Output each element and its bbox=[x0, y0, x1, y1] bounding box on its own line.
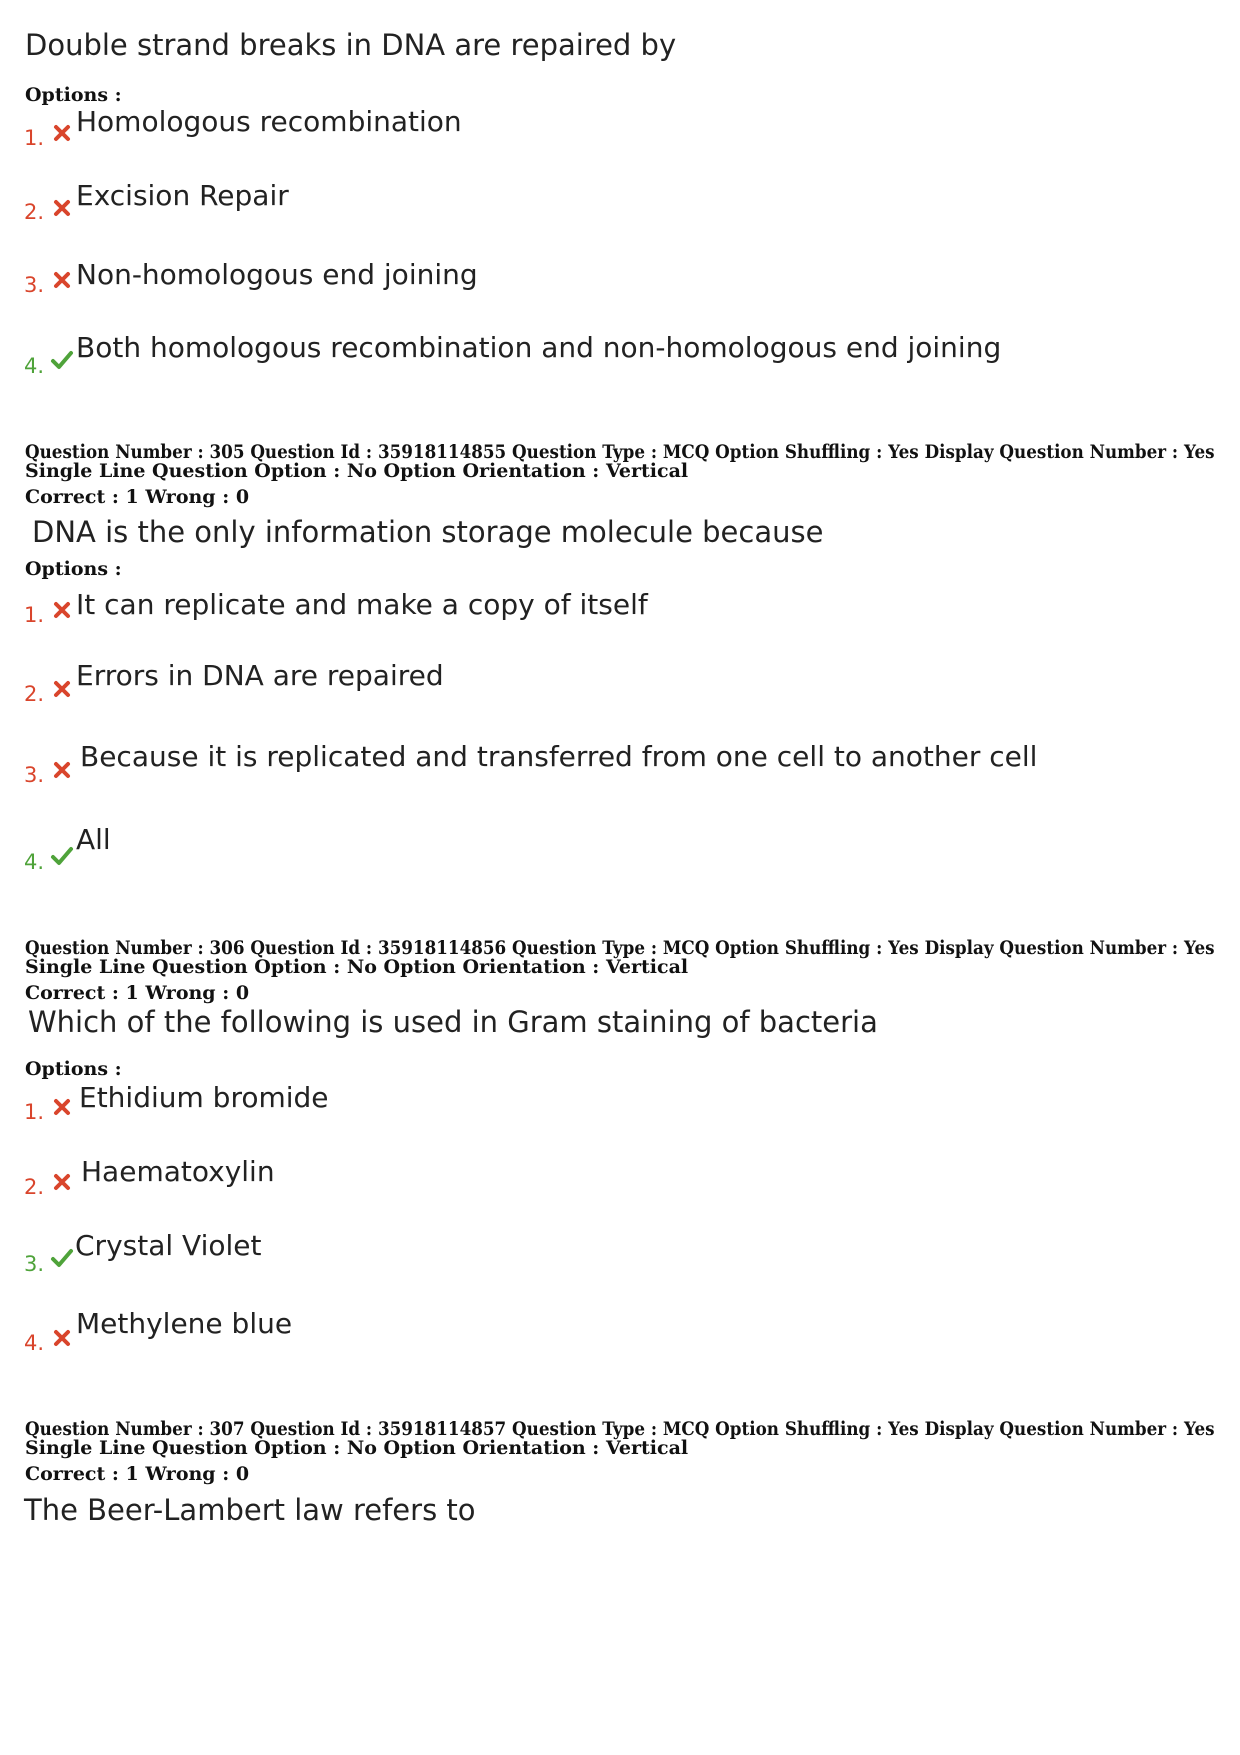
option-number: 3. bbox=[24, 763, 45, 787]
option-number: 3. bbox=[24, 273, 45, 297]
option-text: Excision Repair bbox=[76, 179, 289, 212]
option-number: 2. bbox=[24, 200, 45, 224]
question-score: Correct : 1 Wrong : 0 bbox=[25, 1463, 250, 1485]
question-meta-line1: Question Number : 307 Question Id : 35918114857 Question Type : MCQ Option Shuffling : Yes Display Question Number : Yes bbox=[25, 1418, 1215, 1440]
option-text: Ethidium bromide bbox=[79, 1081, 329, 1114]
option-number: 4. bbox=[24, 1331, 45, 1355]
option-text: Errors in DNA are repaired bbox=[76, 659, 444, 692]
option-number: 3. bbox=[24, 1252, 45, 1276]
question-text: Which of the following is used in Gram staining of bacteria bbox=[28, 1005, 878, 1039]
question-meta-line1: Question Number : 305 Question Id : 35918114855 Question Type : MCQ Option Shuffling : Yes Display Question Number : Yes bbox=[25, 441, 1215, 463]
cross-icon bbox=[52, 760, 72, 780]
cross-icon bbox=[52, 679, 72, 699]
option-text: Because it is replicated and transferred from one cell to another cell bbox=[80, 740, 1038, 773]
cross-icon bbox=[52, 1097, 72, 1117]
cross-icon bbox=[52, 123, 72, 143]
cross-icon bbox=[52, 270, 72, 290]
option-text: Non-homologous end joining bbox=[76, 258, 478, 291]
options-label: Options : bbox=[25, 1058, 122, 1080]
option-text: Both homologous recombination and non-homologous end joining bbox=[76, 331, 1002, 364]
check-icon bbox=[50, 846, 74, 866]
check-icon bbox=[50, 1248, 74, 1268]
cross-icon bbox=[52, 600, 72, 620]
option-text: Haematoxylin bbox=[81, 1155, 275, 1188]
cross-icon bbox=[52, 198, 72, 218]
question-meta-line1: Question Number : 306 Question Id : 35918114856 Question Type : MCQ Option Shuffling : Yes Display Question Number : Yes bbox=[25, 937, 1215, 959]
option-number: 4. bbox=[24, 850, 45, 874]
option-text: It can replicate and make a copy of itself bbox=[76, 588, 648, 621]
question-text: Double strand breaks in DNA are repaired by bbox=[25, 28, 677, 62]
question-meta-line2: Single Line Question Option : No Option Orientation : Vertical bbox=[25, 1437, 689, 1459]
option-text: Methylene blue bbox=[76, 1307, 293, 1340]
question-score: Correct : 1 Wrong : 0 bbox=[25, 486, 250, 508]
option-number: 1. bbox=[24, 1100, 45, 1124]
option-text: Homologous recombination bbox=[76, 105, 462, 138]
question-meta-line2: Single Line Question Option : No Option Orientation : Vertical bbox=[25, 956, 689, 978]
cross-icon bbox=[52, 1172, 72, 1192]
option-number: 2. bbox=[24, 682, 45, 706]
options-label: Options : bbox=[25, 84, 122, 106]
question-meta-line2: Single Line Question Option : No Option Orientation : Vertical bbox=[25, 460, 689, 482]
option-number: 1. bbox=[24, 603, 45, 627]
option-text: Crystal Violet bbox=[75, 1229, 262, 1262]
cross-icon bbox=[52, 1328, 72, 1348]
option-number: 2. bbox=[24, 1175, 45, 1199]
option-number: 1. bbox=[24, 126, 45, 150]
options-label: Options : bbox=[25, 558, 122, 580]
option-number: 4. bbox=[24, 354, 45, 378]
option-text: All bbox=[76, 823, 111, 856]
question-text: The Beer-Lambert law refers to bbox=[24, 1493, 476, 1527]
question-score: Correct : 1 Wrong : 0 bbox=[25, 982, 250, 1004]
question-text: DNA is the only information storage molecule because bbox=[32, 515, 824, 549]
check-icon bbox=[50, 350, 74, 370]
